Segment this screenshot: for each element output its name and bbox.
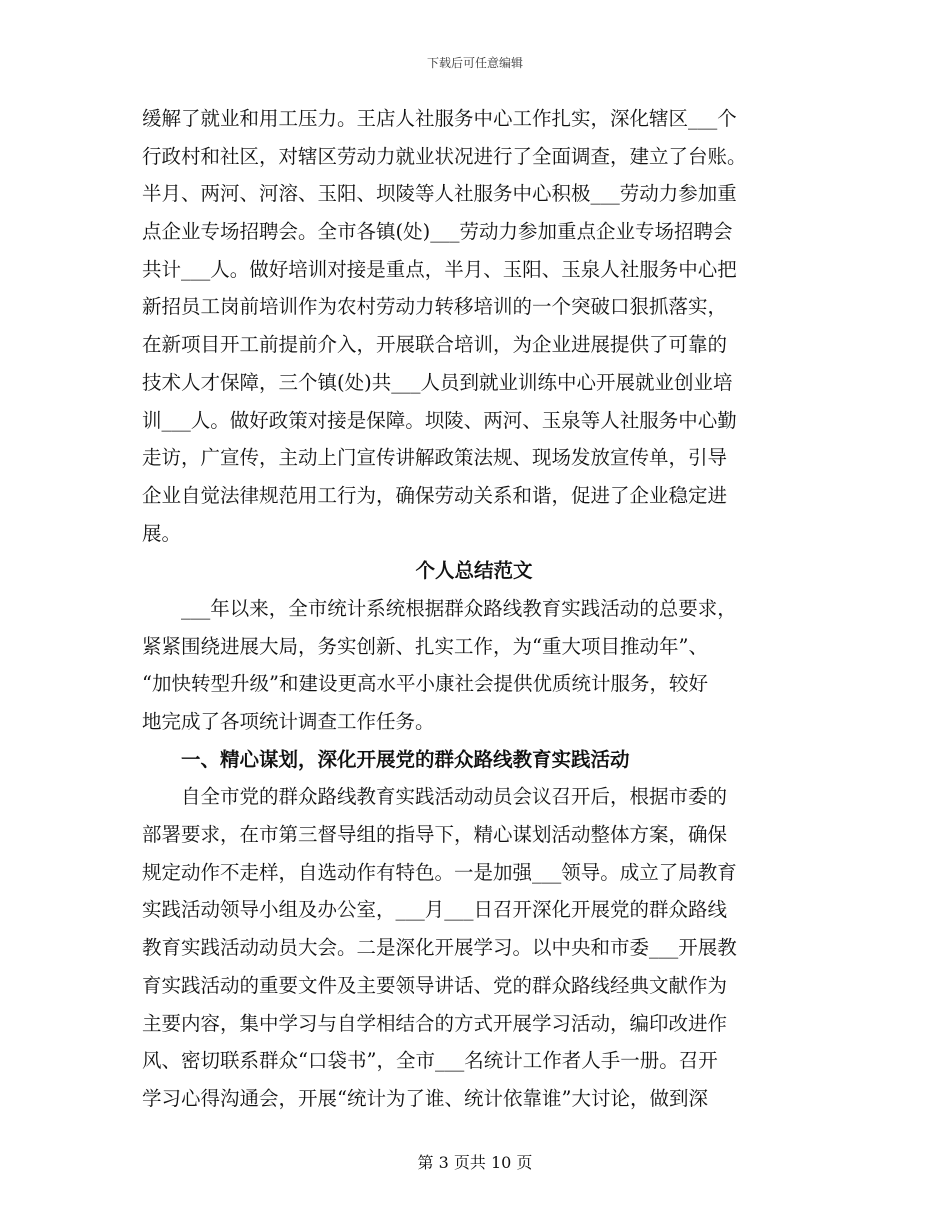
text-line: 企业自觉法律规范用工行为，确保劳动关系和谐，促进了企业稳定进 xyxy=(142,483,728,507)
text-line: 自全市党的群众路线教育实践活动动员会议召开后，根据市委的 xyxy=(181,785,728,809)
text-line: 行政村和社区，对辖区劳动力就业状况进行了全面调查，建立了台账。 xyxy=(142,144,747,168)
text-line: 在新项目开工前提前介入，开展联合培训，为企业进展提供了可靠的 xyxy=(142,333,728,357)
text-line: 实践活动领导小组及办公室，___月___日召开深化开展党的群众路线 xyxy=(142,898,728,922)
text-line: 育实践活动的重要文件及主要领导讲话、党的群众路线经典文献作为 xyxy=(142,973,728,997)
text-line: 部署要求，在市第三督导组的指导下，精心谋划活动整体方案，确保 xyxy=(142,823,728,847)
text-line: 新招员工岗前培训作为农村劳动力转移培训的一个突破口狠抓落实， xyxy=(142,295,728,319)
text-line: 半月、两河、河溶、玉阳、坝陵等人社服务中心积极___劳动力参加重 xyxy=(142,182,737,206)
text-line: 共计___人。做好培训对接是重点，半月、玉阳、玉泉人社服务中心把 xyxy=(142,257,737,281)
text-line: 学习心得沟通会，开展“统计为了谁、统计依靠谁”大讨论，做到深 xyxy=(142,1086,708,1110)
text-line: 主要内容，集中学习与自学相结合的方式开展学习活动，编印改进作 xyxy=(142,1011,728,1035)
text-line: 走访，广宣传，主动上门宣传讲解政策法规、现场发放宣传单，引导 xyxy=(142,446,728,470)
paragraph-3 xyxy=(142,778,806,1117)
document-title: 个人总结范文 xyxy=(415,559,533,583)
text-line: 紧紧围绕进展大局，务实创新、扎实工作，为“重大项目推动年”、 xyxy=(142,634,708,658)
text-line: 规定动作不走样，自选动作有特色。一是加强___领导。成立了局教育 xyxy=(142,860,737,884)
text-line: 教育实践活动动员大会。二是深化开展学习。以中央和市委___开展教 xyxy=(142,936,737,960)
paragraph-2 xyxy=(142,590,806,741)
paragraph-1 xyxy=(142,100,806,552)
section-heading: 一、精心谋划，深化开展党的群众路线教育实践活动 xyxy=(181,747,630,771)
text-line: ___年以来，全市统计系统根据群众路线教育实践活动的总要求， xyxy=(181,596,737,620)
text-line: 训___人。做好政策对接是保障。坝陵、两河、玉泉等人社服务中心勤 xyxy=(142,408,737,432)
text-line: 展。 xyxy=(142,521,182,545)
page-footer: 第 3 页共 10 页 xyxy=(417,1153,533,1172)
text-line: 风、密切联系群众“口袋书”，全市___名统计工作者人手一册。召开 xyxy=(142,1049,718,1073)
text-line: 点企业专场招聘会。全市各镇(处)___劳动力参加重点企业专场招聘会 xyxy=(142,220,733,244)
text-line: 缓解了就业和用工压力。王店人社服务中心工作扎实，深化辖区___个 xyxy=(142,107,737,130)
text-line: 地完成了各项统计调查工作任务。 xyxy=(142,710,435,733)
page-header: 下载后可任意编辑 xyxy=(426,56,523,70)
document-body xyxy=(142,100,806,1118)
text-line: “加快转型升级”和建设更高水平小康社会提供优质统计服务，较好 xyxy=(142,672,708,696)
text-line: 技术人才保障，三个镇(处)共___人员到就业训练中心开展就业创业培 xyxy=(142,370,733,394)
